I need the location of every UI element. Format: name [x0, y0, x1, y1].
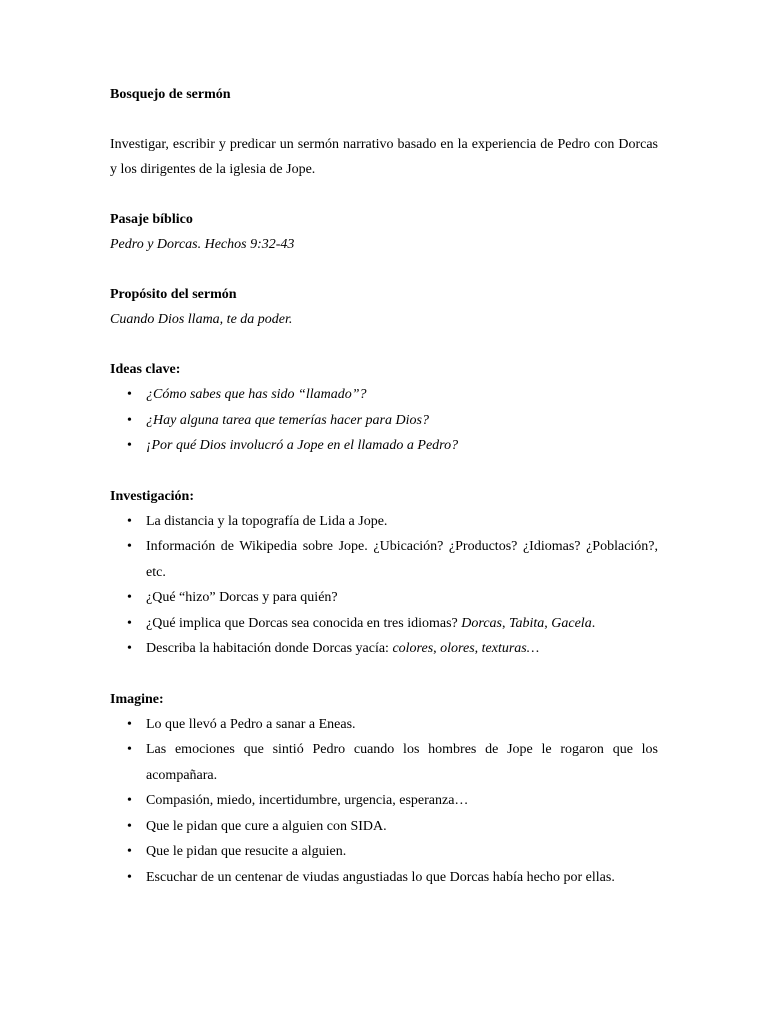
list-item: [110, 839, 658, 865]
list-item-text: Las emociones que sintió Pedro cuando los hombres de Jope le rogaron que los acompañara.: [146, 742, 658, 783]
spacer: [110, 182, 658, 207]
list-item: [110, 408, 658, 434]
list-item-text: Que le pidan que resucite a alguien.: [146, 844, 347, 859]
word-colores: colores: [392, 641, 434, 656]
list-item-text: ¿Qué implica que Dorcas sea conocida en tres idiomas?: [146, 615, 462, 631]
proposito-text: Cuando Dios llama, te da poder.: [110, 312, 293, 327]
imagine-list: [110, 712, 658, 891]
bullet-icon: •: [127, 590, 132, 605]
bullet-icon: •: [127, 869, 132, 885]
list-item-text: Describa la habitación donde Dorcas yacía:: [146, 641, 393, 656]
spacer: [110, 459, 658, 484]
investigacion-heading: Investigación:: [110, 488, 194, 504]
list-item: [110, 865, 658, 891]
list-item: [110, 611, 658, 637]
list-item: [110, 737, 658, 788]
proposito-heading: Propósito del sermón: [110, 287, 237, 302]
list-item: [110, 636, 658, 662]
spacer: [110, 107, 658, 132]
list-item-text: Información de Wikipedia sobre Jope. ¿Ubicación? ¿Productos? ¿Idiomas? ¿Población?, etc.: [146, 539, 658, 580]
name-dorcas: Dorcas: [461, 615, 502, 631]
list-item: [110, 433, 658, 459]
ideas-heading: Ideas clave:: [110, 362, 181, 377]
list-item-text: Que le pidan que cure a alguien con SIDA.: [146, 818, 387, 834]
separator: ,: [501, 615, 509, 631]
spacer: [110, 257, 658, 282]
pasaje-heading: Pasaje bíblico: [110, 212, 193, 227]
bullet-icon: •: [127, 412, 132, 428]
intro-paragraph: Investigar, escribir y predicar un sermón narrativo basado en la experiencia de Pedro con Dorcas y los dirigentes de la iglesia de Jope.: [110, 137, 658, 177]
spacer: [110, 332, 658, 357]
name-tabita: Tabita: [508, 615, 545, 631]
word-texturas: texturas…: [481, 641, 540, 656]
bullet-icon: •: [127, 818, 132, 834]
list-item: [110, 814, 658, 840]
bullet-icon: •: [127, 716, 132, 732]
imagine-heading: Imagine:: [110, 691, 164, 707]
list-item-text: La distancia y la topografía de Lida a Jope.: [146, 513, 388, 529]
investigacion-list: [110, 509, 658, 662]
list-item: [110, 509, 658, 535]
document-page: [110, 82, 658, 890]
list-item-text: Compasión, miedo, incertidumbre, urgencia, esperanza…: [146, 793, 469, 808]
list-item: [110, 585, 658, 611]
list-item-text: Escuchar de un centenar de viudas angustiadas lo que Dorcas había hecho por ellas.: [146, 869, 615, 885]
bullet-icon: •: [127, 513, 132, 529]
bullet-icon: •: [127, 742, 132, 757]
bullet-icon: •: [127, 793, 132, 808]
list-item-text: ¡Por qué Dios involucró a Jope en el llamado a Pedro?: [146, 438, 459, 453]
list-item-text: Lo que llevó a Pedro a sanar a Eneas.: [146, 716, 356, 732]
bullet-icon: •: [127, 641, 132, 656]
bullet-icon: •: [127, 387, 132, 402]
separator: ,: [474, 641, 482, 656]
bullet-icon: •: [127, 438, 132, 453]
list-item: [110, 382, 658, 408]
list-item-text: ¿Qué “hizo” Dorcas y para quién?: [146, 590, 338, 605]
name-gacela: Gacela: [551, 615, 592, 631]
spacer: [110, 662, 658, 687]
bullet-icon: •: [127, 539, 132, 554]
separator: ,: [544, 615, 552, 631]
list-item-text: ¿Hay alguna tarea que temerías hacer para Dios?: [146, 412, 429, 428]
bullet-icon: •: [127, 615, 132, 631]
pasaje-text: Pedro y Dorcas. Hechos 9:32-43: [110, 237, 295, 252]
period: .: [591, 615, 596, 631]
bullet-icon: •: [127, 844, 132, 859]
list-item: [110, 712, 658, 738]
separator: ,: [433, 641, 441, 656]
list-item: [110, 788, 658, 814]
ideas-list: [110, 382, 658, 459]
word-olores: olores: [440, 641, 475, 656]
list-item: [110, 534, 658, 585]
document-title: Bosquejo de sermón: [110, 87, 231, 102]
list-item-text: ¿Cómo sabes que has sido “llamado”?: [146, 387, 367, 402]
